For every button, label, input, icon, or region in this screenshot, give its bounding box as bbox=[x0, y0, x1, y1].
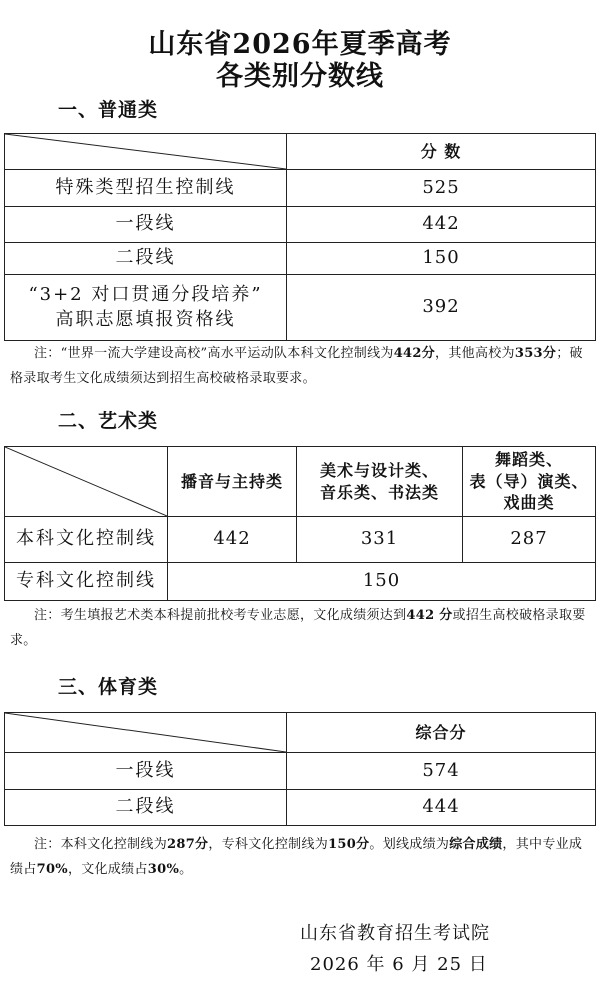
note-text: ；破格录取考生文化成绩须达到招生高校破格录取要求。 bbox=[10, 346, 583, 386]
score-column-header: 分 数 bbox=[287, 134, 596, 170]
section-heading-art: 二、艺术类 bbox=[58, 410, 159, 432]
row-score: 150 bbox=[168, 563, 596, 601]
row-score: 392 bbox=[287, 275, 596, 341]
row-label: 本科文化控制线 bbox=[5, 517, 168, 563]
art-note bbox=[10, 603, 592, 653]
sports-note bbox=[10, 832, 592, 882]
note-value: 30% bbox=[147, 862, 180, 877]
note-value: 442 分 bbox=[406, 608, 453, 623]
row-label: 二段线 bbox=[5, 790, 287, 826]
note-text: 。划线成绩为 bbox=[369, 837, 450, 852]
general-note bbox=[10, 341, 592, 391]
row-label-two-line bbox=[5, 275, 287, 341]
row-label: 专科文化控制线 bbox=[5, 563, 168, 601]
page-title-line1: 山东省2026年夏季高考 bbox=[148, 29, 452, 60]
note-text: 或招生高校破格录取要求。 bbox=[10, 608, 586, 648]
row-label: 一段线 bbox=[5, 207, 287, 243]
note-value: 287分 bbox=[167, 837, 209, 852]
row-label: 二段线 bbox=[5, 243, 287, 275]
note-text: ，其中专业成绩占 bbox=[10, 837, 583, 877]
section-heading-sports: 三、体育类 bbox=[58, 676, 159, 698]
col-header-line: 舞蹈类、 bbox=[494, 450, 563, 470]
sports-score-table bbox=[4, 712, 596, 826]
issue-date: 2026 年 6 月 25 日 bbox=[310, 954, 488, 975]
row-score: 331 bbox=[297, 517, 463, 563]
note-value: 150分 bbox=[328, 837, 370, 852]
row-score: 442 bbox=[287, 207, 596, 243]
note-value: 70% bbox=[36, 862, 68, 877]
note-text: ，文化成绩占 bbox=[67, 862, 148, 877]
diagonal-header-cell bbox=[5, 134, 287, 170]
row-score: 287 bbox=[463, 517, 596, 563]
row-label-line1: “3+2 对口贯通分段培养” bbox=[28, 284, 263, 306]
diagonal-header-cell bbox=[5, 447, 168, 517]
art-score-table bbox=[4, 446, 596, 601]
composite-score-header: 综合分 bbox=[287, 713, 596, 753]
row-label: 特殊类型招生控制线 bbox=[5, 170, 287, 207]
row-score: 150 bbox=[287, 243, 596, 275]
section-heading-general: 一、普通类 bbox=[58, 99, 159, 121]
col-header-art-music bbox=[297, 447, 463, 517]
note-text: 注：“世界一流大学建设高校”高水平运动队本科文化控制线为 bbox=[34, 346, 394, 361]
col-header-broadcasting: 播音与主持类 bbox=[168, 447, 297, 517]
row-label: 一段线 bbox=[5, 753, 287, 790]
general-score-table bbox=[4, 133, 596, 341]
note-value: 442分 bbox=[393, 346, 436, 361]
note-value: 353分 bbox=[514, 346, 557, 361]
issuing-authority: 山东省教育招生考试院 bbox=[300, 923, 490, 944]
row-score: 444 bbox=[287, 790, 596, 826]
row-score: 442 bbox=[168, 517, 297, 563]
note-text: 注：本科文化控制线为 bbox=[34, 837, 168, 852]
col-header-line: 音乐类、书法类 bbox=[319, 482, 439, 502]
col-header-line: 戏曲类 bbox=[503, 493, 555, 513]
diagonal-header-cell bbox=[5, 713, 287, 753]
note-text: 。 bbox=[179, 862, 193, 877]
col-header-line: 美术与设计类、 bbox=[319, 460, 439, 480]
row-score: 574 bbox=[287, 753, 596, 790]
note-text: 注：考生填报艺术类本科提前批校考专业志愿，文化成绩须达到 bbox=[34, 608, 407, 623]
row-label-line2: 高职志愿填报资格线 bbox=[55, 308, 236, 330]
note-text: ，专科文化控制线为 bbox=[208, 837, 329, 852]
page-title-line2: 各类别分数线 bbox=[216, 61, 384, 92]
col-header-dance-drama bbox=[463, 447, 596, 517]
col-header-line: 表（导）演类、 bbox=[469, 471, 589, 491]
note-text: ，其他高校为 bbox=[435, 346, 515, 361]
row-score: 525 bbox=[287, 170, 596, 207]
note-value: 综合成绩 bbox=[449, 837, 503, 852]
